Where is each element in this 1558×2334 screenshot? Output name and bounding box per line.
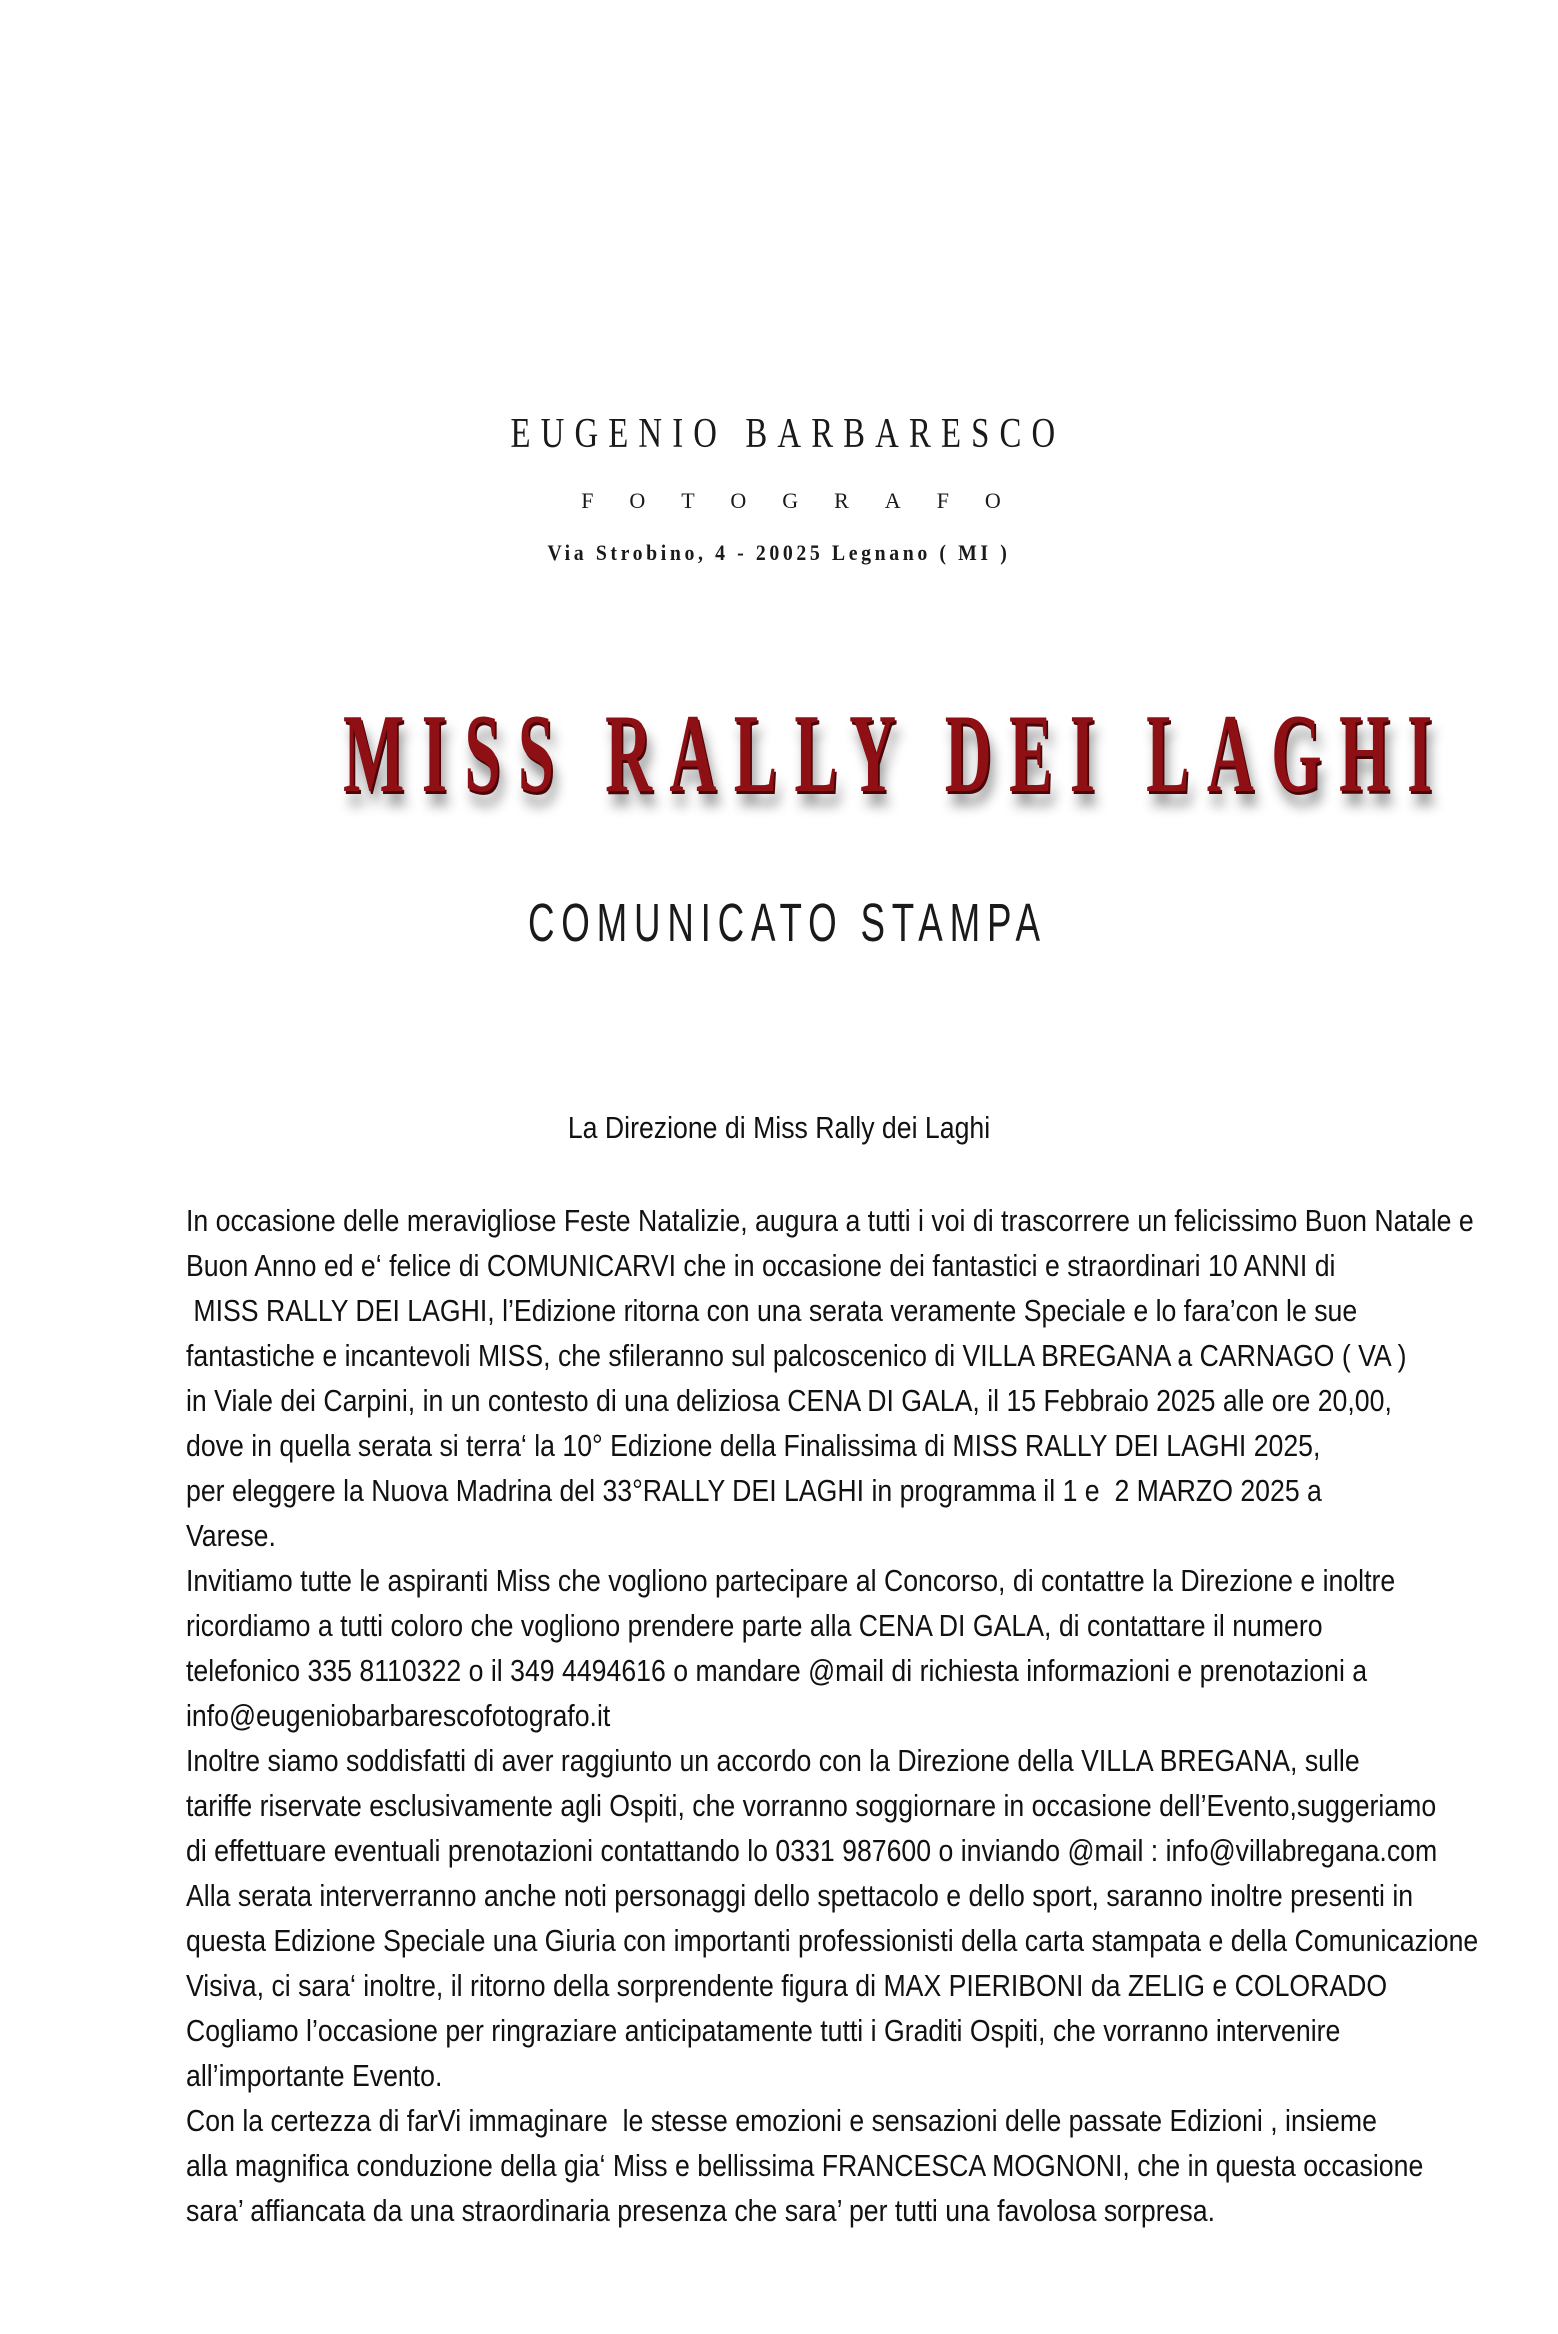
press-release-body: [186, 1198, 1479, 2233]
body-line: fantastiche e incantevoli MISS, che sfileranno sul palcoscenico di VILLA BREGANA a CARNAGO ( VA ): [186, 1338, 1407, 1373]
body-line: Invitiamo tutte le aspiranti Miss che vogliono partecipare al Concorso, di contattre la Direzione e inoltre: [186, 1563, 1396, 1598]
body-line: sara’ affiancata da una straordinaria presenza che sara’ per tutti una favolosa sorpresa.: [186, 2193, 1215, 2228]
body-line: Alla serata interverranno anche noti personaggi dello spettacolo e dello sport, saranno inoltre presenti in: [186, 1878, 1414, 1913]
body-line: Buon Anno ed e‘ felice di COMUNICARVI che in occasione dei fantastici e straordinari 10 ANNI di: [186, 1248, 1336, 1283]
body-line: all’importante Evento.: [186, 2058, 443, 2093]
body-line: Con la certezza di farVi immaginare le stesse emozioni e sensazioni delle passate Edizioni , insieme: [186, 2103, 1377, 2138]
document-subtitle: COMUNICATO STAMPA: [527, 893, 1047, 953]
body-line: In occasione delle meravigliose Feste Natalizie, augura a tutti i voi di trascorrere un felicissimo Buon Natale e: [186, 1203, 1474, 1238]
body-line: per eleggere la Nuova Madrina del 33°RALLY DEI LAGHI in programma il 1 e 2 MARZO 2025 a: [186, 1473, 1322, 1508]
body-line: info@eugeniobarbarescofotografo.it: [186, 1698, 611, 1733]
body-line: telefonico 335 8110322 o il 349 4494616 o mandare @mail di richiesta informazioni e prenotazioni a: [186, 1653, 1368, 1688]
body-line: in Viale dei Carpini, in un contesto di una deliziosa CENA DI GALA, il 15 Febbraio 2025 alle ore 20,00,: [186, 1383, 1392, 1418]
body-line: Inoltre siamo soddisfatti di aver raggiunto un accordo con la Direzione della VILLA BREGANA, sulle: [186, 1743, 1360, 1778]
letterhead-name: EUGENIO BARBARESCO: [510, 411, 1066, 457]
body-line: MISS RALLY DEI LAGHI, l’Edizione ritorna con una serata veramente Speciale e lo fara’con le sue: [186, 1293, 1358, 1328]
body-line: alla magnifica conduzione della gia‘ Miss e bellissima FRANCESCA MOGNONI, che in questa occasione: [186, 2148, 1424, 2183]
letterhead-role: FOTOGRAFO: [581, 488, 1037, 513]
document-title: MISS RALLY DEI LAGHI: [342, 692, 1450, 816]
body-line: Cogliamo l’occasione per ringraziare anticipatamente tutti i Graditi Ospiti, che vorranno intervenire: [186, 2013, 1341, 2048]
body-line: tariffe riservate esclusivamente agli Ospiti, che vorranno soggiornare in occasione dell’Evento,suggeriamo: [186, 1788, 1437, 1823]
body-line: ricordiamo a tutti coloro che vogliono prendere parte alla CENA DI GALA, di contattare il numero: [186, 1608, 1323, 1643]
intro-line: La Direzione di Miss Rally dei Laghi: [567, 1110, 991, 1145]
body-line: questa Edizione Speciale una Giuria con importanti professionisti della carta stampata e della Comunicazione: [186, 1923, 1479, 1958]
body-line: Visiva, ci sara‘ inoltre, il ritorno della sorprendente figura di MAX PIERIBONI da ZELIG e COLORADO: [186, 1968, 1388, 2003]
body-line: Varese.: [186, 1518, 276, 1553]
body-line: di effettuare eventuali prenotazioni contattando lo 0331 987600 o inviando @mail : info@villabregana.com: [186, 1833, 1438, 1868]
body-line: dove in quella serata si terra‘ la 10° Edizione della Finalissima di MISS RALLY DEI LAGHI 2025,: [186, 1428, 1321, 1463]
letterhead-address: Via Strobino, 4 - 20025 Legnano ( MI ): [547, 540, 1011, 565]
